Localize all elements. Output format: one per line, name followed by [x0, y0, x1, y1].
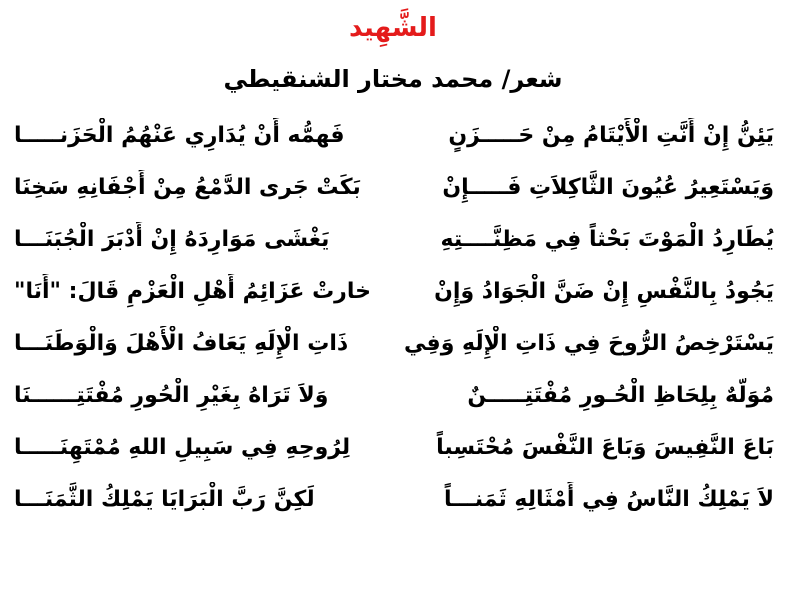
verse-second-hemistich: خارتْ عَزَائِمُ أَهْلِ الْعَزْمِ قَالَ: "أَنَا"	[14, 279, 371, 304]
verse-second-hemistich: لَكِنَّ رَبَّ الْبَرَايَا يَمْلِكُ الثَّمَنَـــا	[14, 487, 315, 512]
verse-first-hemistich: يَسْتَرْخِصُ الرُّوحَ فِي ذَاتِ الْإِلَهِ وَفِي	[404, 331, 774, 356]
verse-second-hemistich: فَهمُّه أَنْ يُدَارِي عَنْهُمُ الْحَزَنـــــا	[14, 123, 345, 148]
verse-first-hemistich: لاَ يَمْلِكُ النَّاسُ فِي أَمْثَالِهِ ثَمَنـــاً	[443, 487, 774, 512]
verse-second-hemistich: يَغْشَى مَوَارِدَهُ إِنْ أَدْبَرَ الْجُبَنَـــا	[14, 227, 330, 252]
verse-first-hemistich: يَجُودُ بِالنَّفْسِ إِنْ ضَنَّ الْجَوَادُ وَإِنْ	[434, 279, 774, 304]
verse	[14, 268, 774, 320]
verse-second-hemistich: بَكَتْ جَرى الدَّمْعُ مِنْ أَجْفَانِهِ سَخِنَا	[14, 175, 361, 200]
verse	[14, 164, 774, 216]
verse	[14, 476, 774, 528]
verse-first-hemistich: يَئِنُّ إِنْ أَنَّتِ الْأَيْتَامُ مِنْ حَـــــزَنٍ	[448, 123, 774, 148]
verse-second-hemistich: ذَاتِ الْإِلَهِ يَعَافُ الْأَهْلَ وَالْوَطَنَـــا	[14, 331, 349, 356]
poem-body	[14, 112, 774, 528]
verse-first-hemistich: بَاعَ النَّفِيسَ وَبَاعَ النَّفْسَ مُحْتَسِباً	[436, 435, 774, 460]
verse	[14, 372, 774, 424]
verse-second-hemistich: لِرُوحِهِ فِي سَبِيلِ اللهِ مُمْتَهِنَـــــا	[14, 435, 351, 460]
verse	[14, 320, 774, 372]
poem-author: شعر/ محمد مختار الشنقيطي	[223, 65, 563, 93]
verse-first-hemistich: وَيَسْتَعِيرُ عُيُونَ الثَّاكِلاَتِ فَـــــإِنْ	[442, 175, 774, 200]
verse-first-hemistich: يُطَارِدُ الْمَوْتَ بَحْثاً فِي مَظِنَّــــتِهِ	[440, 227, 774, 252]
verse	[14, 216, 774, 268]
verse	[14, 112, 774, 164]
verse-first-hemistich: مُوَلَّهٌ بِلِحَاظِ الْحُـورِ مُفْتَتِـــــنٌ	[467, 383, 774, 408]
poem-title: الشَّهِيد	[349, 13, 437, 43]
verse	[14, 424, 774, 476]
verse-second-hemistich: وَلاَ تَرَاهُ بِغَيْرِ الْحُورِ مُفْتَتِــــــنَا	[14, 383, 329, 408]
